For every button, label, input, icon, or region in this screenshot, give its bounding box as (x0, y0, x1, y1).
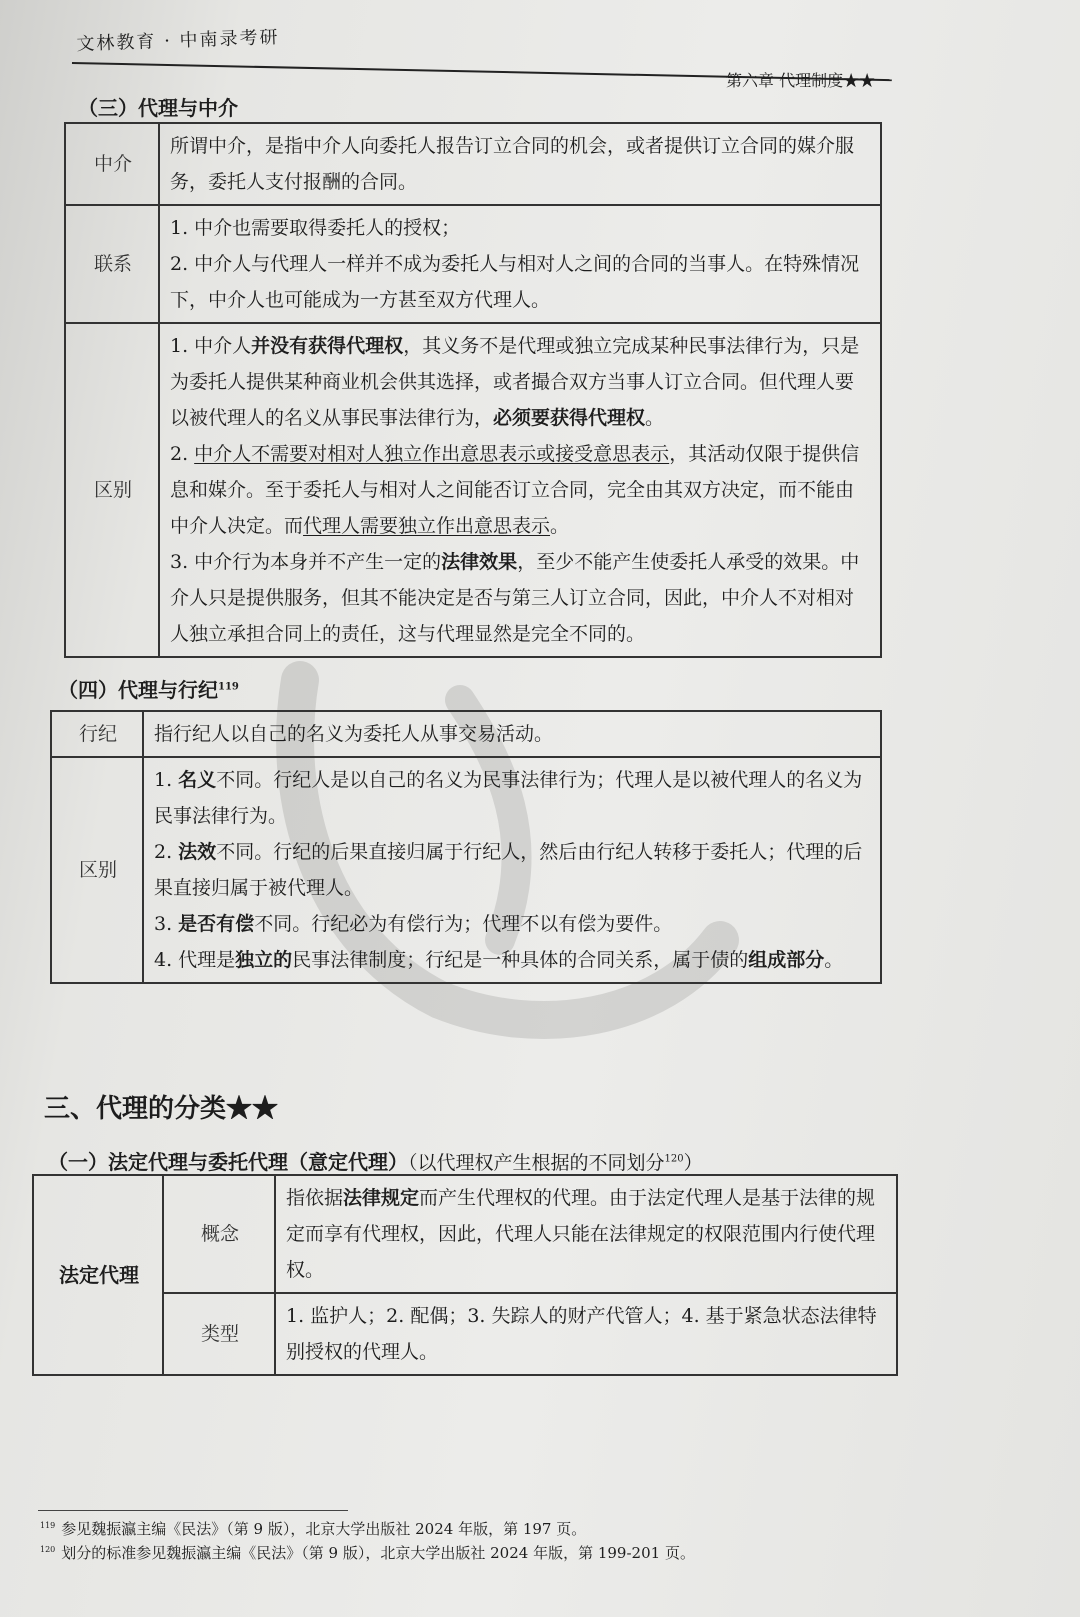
table-row (65, 323, 881, 657)
row-content: 指依据法律规定而产生代理权的代理。由于法定代理人是基于法律的规定而享有代理权，因此，代理人只能在法律规定的权限范围内行使代理权。 (275, 1175, 897, 1293)
row-text: 所谓中介，是指中介人向委托人报告订立合同的机会，或者提供订立合同的媒介服务，委托人支付报酬的合同。 (159, 123, 881, 205)
row-key: 行纪 (51, 711, 143, 757)
section-title-agency-vs-intermediary: （三）代理与中介 (78, 96, 238, 120)
row-key: 类型 (163, 1293, 275, 1375)
table-row (65, 123, 881, 205)
row-text: 指行纪人以自己的名义为委托人从事交易活动。 (143, 711, 881, 757)
subsection-title-statutory-agency: （一）法定代理与委托代理（意定代理）（以代理权产生根据的不同划分$^{120}$） (48, 1150, 703, 1174)
table-row (51, 757, 881, 983)
agency-intermediary-table (64, 122, 882, 658)
part-title-classification: 三、代理的分类★★ (44, 1094, 279, 1124)
list-item: 2. 中介人不需要对相对人独立作出意思表示或接受意思表示，其活动仅限于提供信息和媒介。至于委托人与相对人之间能否订立合同，完全由其双方决定，而不能由中介人决定。而代理人需要独立作出意思表示。 (170, 443, 860, 537)
section-title-agency-vs-commission: （四）代理与行纪$^{119}$ (58, 678, 239, 702)
list-item: 1. 名义不同。行纪人是以自己的名义为民事法律行为；代理人是以被代理人的名义为民事法律行为。 (154, 769, 863, 827)
list-item: 4. 代理是独立的民事法律制度；行纪是一种具体的合同关系，属于债的组成部分。 (154, 949, 844, 971)
row-content (143, 757, 881, 983)
list-item: 1. 中介也需要取得委托人的授权； (170, 217, 461, 239)
list-item: 3. 是否有偿不同。行纪必为有偿行为；代理不以有偿为要件。 (154, 913, 673, 935)
table-row (33, 1293, 897, 1375)
footnote: $^{120}$ 划分的标准参见魏振瀛主编《民法》（第 9 版），北京大学出版社 2024 年版，第 199-201 页。 (40, 1544, 695, 1562)
list-item: 2. 中介人与代理人一样并不成为委托人与相对人之间的合同的当事人。在特殊情况下，中介人也可能成为一方甚至双方代理人。 (170, 253, 860, 311)
agency-commission-table (50, 710, 882, 984)
row-key: 联系 (65, 205, 159, 323)
row-key: 区别 (51, 757, 143, 983)
publisher-header: 文林教育 · 中南录考研 (76, 26, 280, 55)
row-key: 区别 (65, 323, 159, 657)
row-key: 概念 (163, 1175, 275, 1293)
row-content (159, 323, 881, 657)
list-item: 2. 法效不同。行纪的后果直接归属于行纪人，然后由行纪人转移于委托人；代理的后果直接归属于被代理人。 (154, 841, 863, 899)
table-row (51, 711, 881, 757)
footnote-rule (38, 1510, 348, 1511)
row-text: 1. 监护人；2. 配偶；3. 失踪人的财产代管人；4. 基于紧急状态法律特别授权的代理人。 (275, 1293, 897, 1375)
chapter-header: 第六章 代理制度★★ (726, 71, 876, 90)
row-content (159, 205, 881, 323)
row-key: 中介 (65, 123, 159, 205)
footnote: $^{119}$ 参见魏振瀛主编《民法》（第 9 版），北京大学出版社 2024 年版，第 197 页。 (40, 1520, 587, 1538)
table-row (65, 205, 881, 323)
table-row (33, 1175, 897, 1293)
list-item: 1. 中介人并没有获得代理权，其义务不是代理或独立完成某种民事法律行为，只是为委托人提供某种商业机会供其选择，或者撮合双方当事人订立合同。但代理人要以被代理人的名义从事民事法律行为，必须要获得代理权。 (170, 335, 860, 429)
list-item: 3. 中介行为本身并不产生一定的法律效果，至少不能产生使委托人承受的效果。中介人只是提供服务，但其不能决定是否与第三人订立合同，因此，中介人不对相对人独立承担合同上的责任，这与代理显然是完全不同的。 (170, 551, 860, 645)
group-label: 法定代理 (33, 1175, 163, 1375)
statutory-agency-table (32, 1174, 898, 1376)
